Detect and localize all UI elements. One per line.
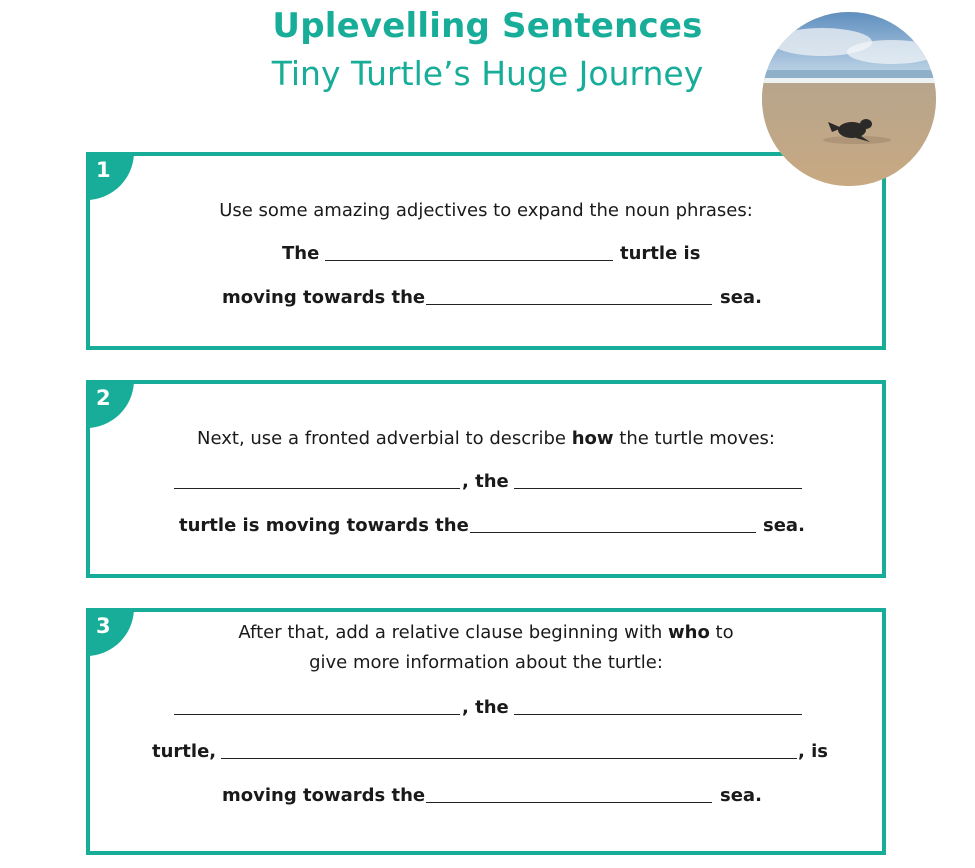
sentence-mid: , the [462,697,509,718]
sentence-end: sea. [720,785,762,806]
exercise-panel-1 [86,152,886,350]
blank-line[interactable] [426,802,712,803]
worksheet-title: Uplevelling Sentences [272,6,703,46]
exercise-panel-3 [86,608,886,855]
sentence-start: The [282,243,320,264]
blank-line[interactable] [174,714,460,715]
sentence-mid: , the [462,471,509,492]
blank-line[interactable] [325,260,613,261]
sentence-end: , is [798,741,828,762]
sentence-start: moving towards the [222,287,426,308]
exercise-number-badge: 1 [86,152,134,200]
blank-line[interactable] [470,532,756,533]
blank-line[interactable] [174,488,460,489]
sentence-start: turtle, [152,741,217,762]
sentence-end: sea. [763,515,805,536]
exercise-instruction: After that, add a relative clause beginning with who to [238,622,734,643]
exercise-number-badge: 3 [86,608,134,656]
exercise-instruction-continued: give more information about the turtle: [309,652,663,673]
blank-line[interactable] [514,714,802,715]
sentence-start: turtle is moving towards the [179,515,469,536]
turtle-beach-photo [762,12,936,186]
blank-line[interactable] [514,488,802,489]
sentence-end: turtle is [620,243,701,264]
sentence-start: moving towards the [222,785,426,806]
exercise-panel-2 [86,380,886,578]
blank-line[interactable] [221,758,797,759]
sentence-end: sea. [720,287,762,308]
exercise-instruction: Use some amazing adjectives to expand the noun phrases: [219,200,753,221]
exercise-instruction: Next, use a fronted adverbial to describe how the turtle moves: [197,428,775,449]
worksheet-subtitle: Tiny Turtle’s Huge Journey [271,54,704,93]
blank-line[interactable] [426,304,712,305]
exercise-number-badge: 2 [86,380,134,428]
